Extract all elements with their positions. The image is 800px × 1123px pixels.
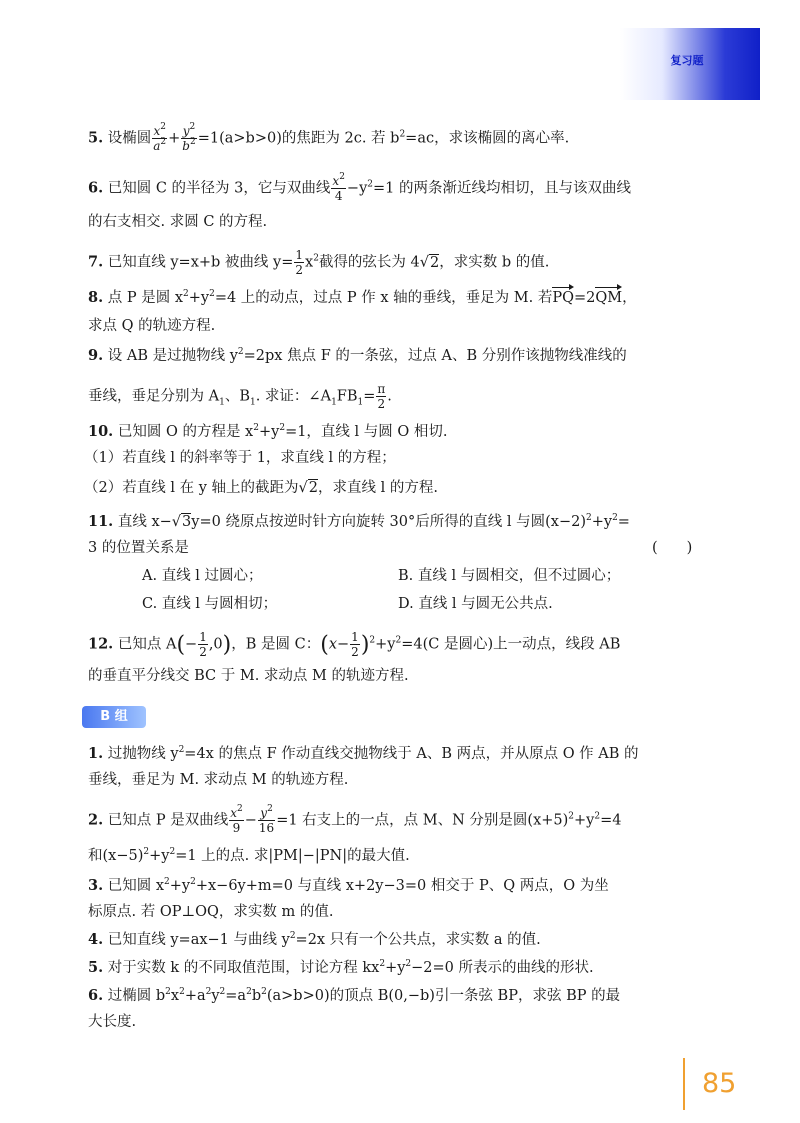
- question-10-part-1: （1）若直线 l 的斜率等于 1，求直线 l 的方程；: [84, 450, 396, 466]
- question-11-line-2: 3 的位置关系是: [88, 540, 189, 556]
- b-question-2: 2. 已知点 P 是双曲线 $\frac{x^2}{9}$ − $\frac{y^2}{16}$ =1 右支上的一点，点 M、N 分别是圆$(x+5)^2+y^2=4$: [88, 804, 622, 835]
- b-question-4: 4. 已知直线 y=ax−1 与曲线 $y^2=2x$ 只有一个公共点，求实数 a 的值.: [88, 931, 541, 948]
- question-11: 11. 直线 x−√3y=0 绕原点按逆时针方向旋转 30°后所得的直线 l 与圆$(x-2)^2+y^2=$: [88, 513, 630, 530]
- b-question-6-line-2: 大长度.: [88, 1014, 137, 1030]
- page-number: 85: [702, 1068, 737, 1099]
- question-9-line-2: 垂线，垂足分别为 $A_1$、$B_1$. 求证：$\angle A_1FB_1=$ $\frac{\pi}{2}$ .: [88, 382, 392, 411]
- b-question-3: 3. 已知圆 $x^2+y^2+x-6y+m=0$ 与直线 x+2y−3=0 相交于 P、Q 两点，O 为坐: [88, 877, 609, 894]
- question-8: 8. 点 P 是圆 $x^2+y^2=4$ 上的动点，过点 P 作 x 轴的垂线，垂足为 M. 若PQ=2QM，: [88, 289, 637, 306]
- question-10-part-2: （2）若直线 l 在 y 轴上的截距为√2，求直线 l 的方程.: [84, 480, 438, 496]
- question-6-line-2: 的右支相交. 求圆 C 的方程.: [88, 214, 268, 230]
- question-7: 7. 已知直线 y=x+b 被曲线 y= $\frac{1}{2}$ $x^2$截得的弦长为 4√2，求实数 b 的值.: [88, 248, 550, 277]
- b-question-6: 6. 过椭圆 $b^2x^2+a^2y^2=a^2b^2(a>b>0)$的顶点 B(0,−b)引一条弦 BP，求弦 BP 的最: [88, 987, 621, 1004]
- option-b: B. 直线 l 与圆相交，但不过圆心；: [398, 568, 621, 584]
- question-5: 5. 设椭圆 $\frac{x^2}{a^2}$ + $\frac{y^2}{b^2}$ =1(a>b>0)的焦距为 2c. 若 $b^2=ac$，求该椭圆的离心率.: [88, 122, 570, 153]
- page-number-divider: [683, 1058, 685, 1110]
- b-question-2-line-2: 和$(x-5)^2+y^2=1$ 上的点. 求|PM|−|PN|的最大值.: [88, 847, 410, 864]
- question-8-line-2: 求点 Q 的轨迹方程.: [88, 318, 216, 334]
- question-12-line-2: 的垂直平分线交 BC 于 M. 求动点 M 的轨迹方程.: [88, 668, 409, 684]
- question-10: 10. 已知圆 O 的方程是 $x^2+y^2=1$，直线 l 与圆 O 相切.: [88, 423, 448, 440]
- option-c: C. 直线 l 与圆相切；: [142, 596, 278, 612]
- b-question-1-line-2: 垂线，垂足为 M. 求动点 M 的轨迹方程.: [88, 772, 349, 788]
- option-d: D. 直线 l 与圆无公共点.: [398, 596, 553, 612]
- answer-blank: ( ): [652, 540, 693, 556]
- b-question-3-line-2: 标原点. 若 OP⊥OQ，求实数 m 的值.: [88, 904, 334, 920]
- option-a: A. 直线 l 过圆心；: [142, 568, 263, 584]
- section-title: 复习题: [670, 54, 704, 67]
- question-6: 6. 已知圆 C 的半径为 3，它与双曲线 $\frac{x^2}{4}$ $-y^2=1$ 的两条渐近线均相切，且与该双曲线: [88, 172, 631, 203]
- question-9: 9. 设 AB 是过抛物线 $y^2=2px$ 焦点 F 的一条弦，过点 A、B 分别作该抛物线准线的: [88, 347, 627, 364]
- b-question-1: 1. 过抛物线 $y^2=4x$ 的焦点 F 作动直线交抛物线于 A、B 两点，并从原点 O 作 AB 的: [88, 745, 639, 762]
- group-b-badge: B 组: [82, 706, 146, 728]
- b-question-5: 5. 对于实数 k 的不同取值范围，讨论方程 $kx^2+y^2-2=0$ 所表示的曲线的形状.: [88, 959, 594, 976]
- question-12: 12. 已知点 A(− $\frac{1}{2}$ ,0)，B 是圆 C：(x− $\frac{1}{2}$ )$^2+y^2=4(C$ 是圆心)上一动点，线段 AB: [88, 630, 621, 659]
